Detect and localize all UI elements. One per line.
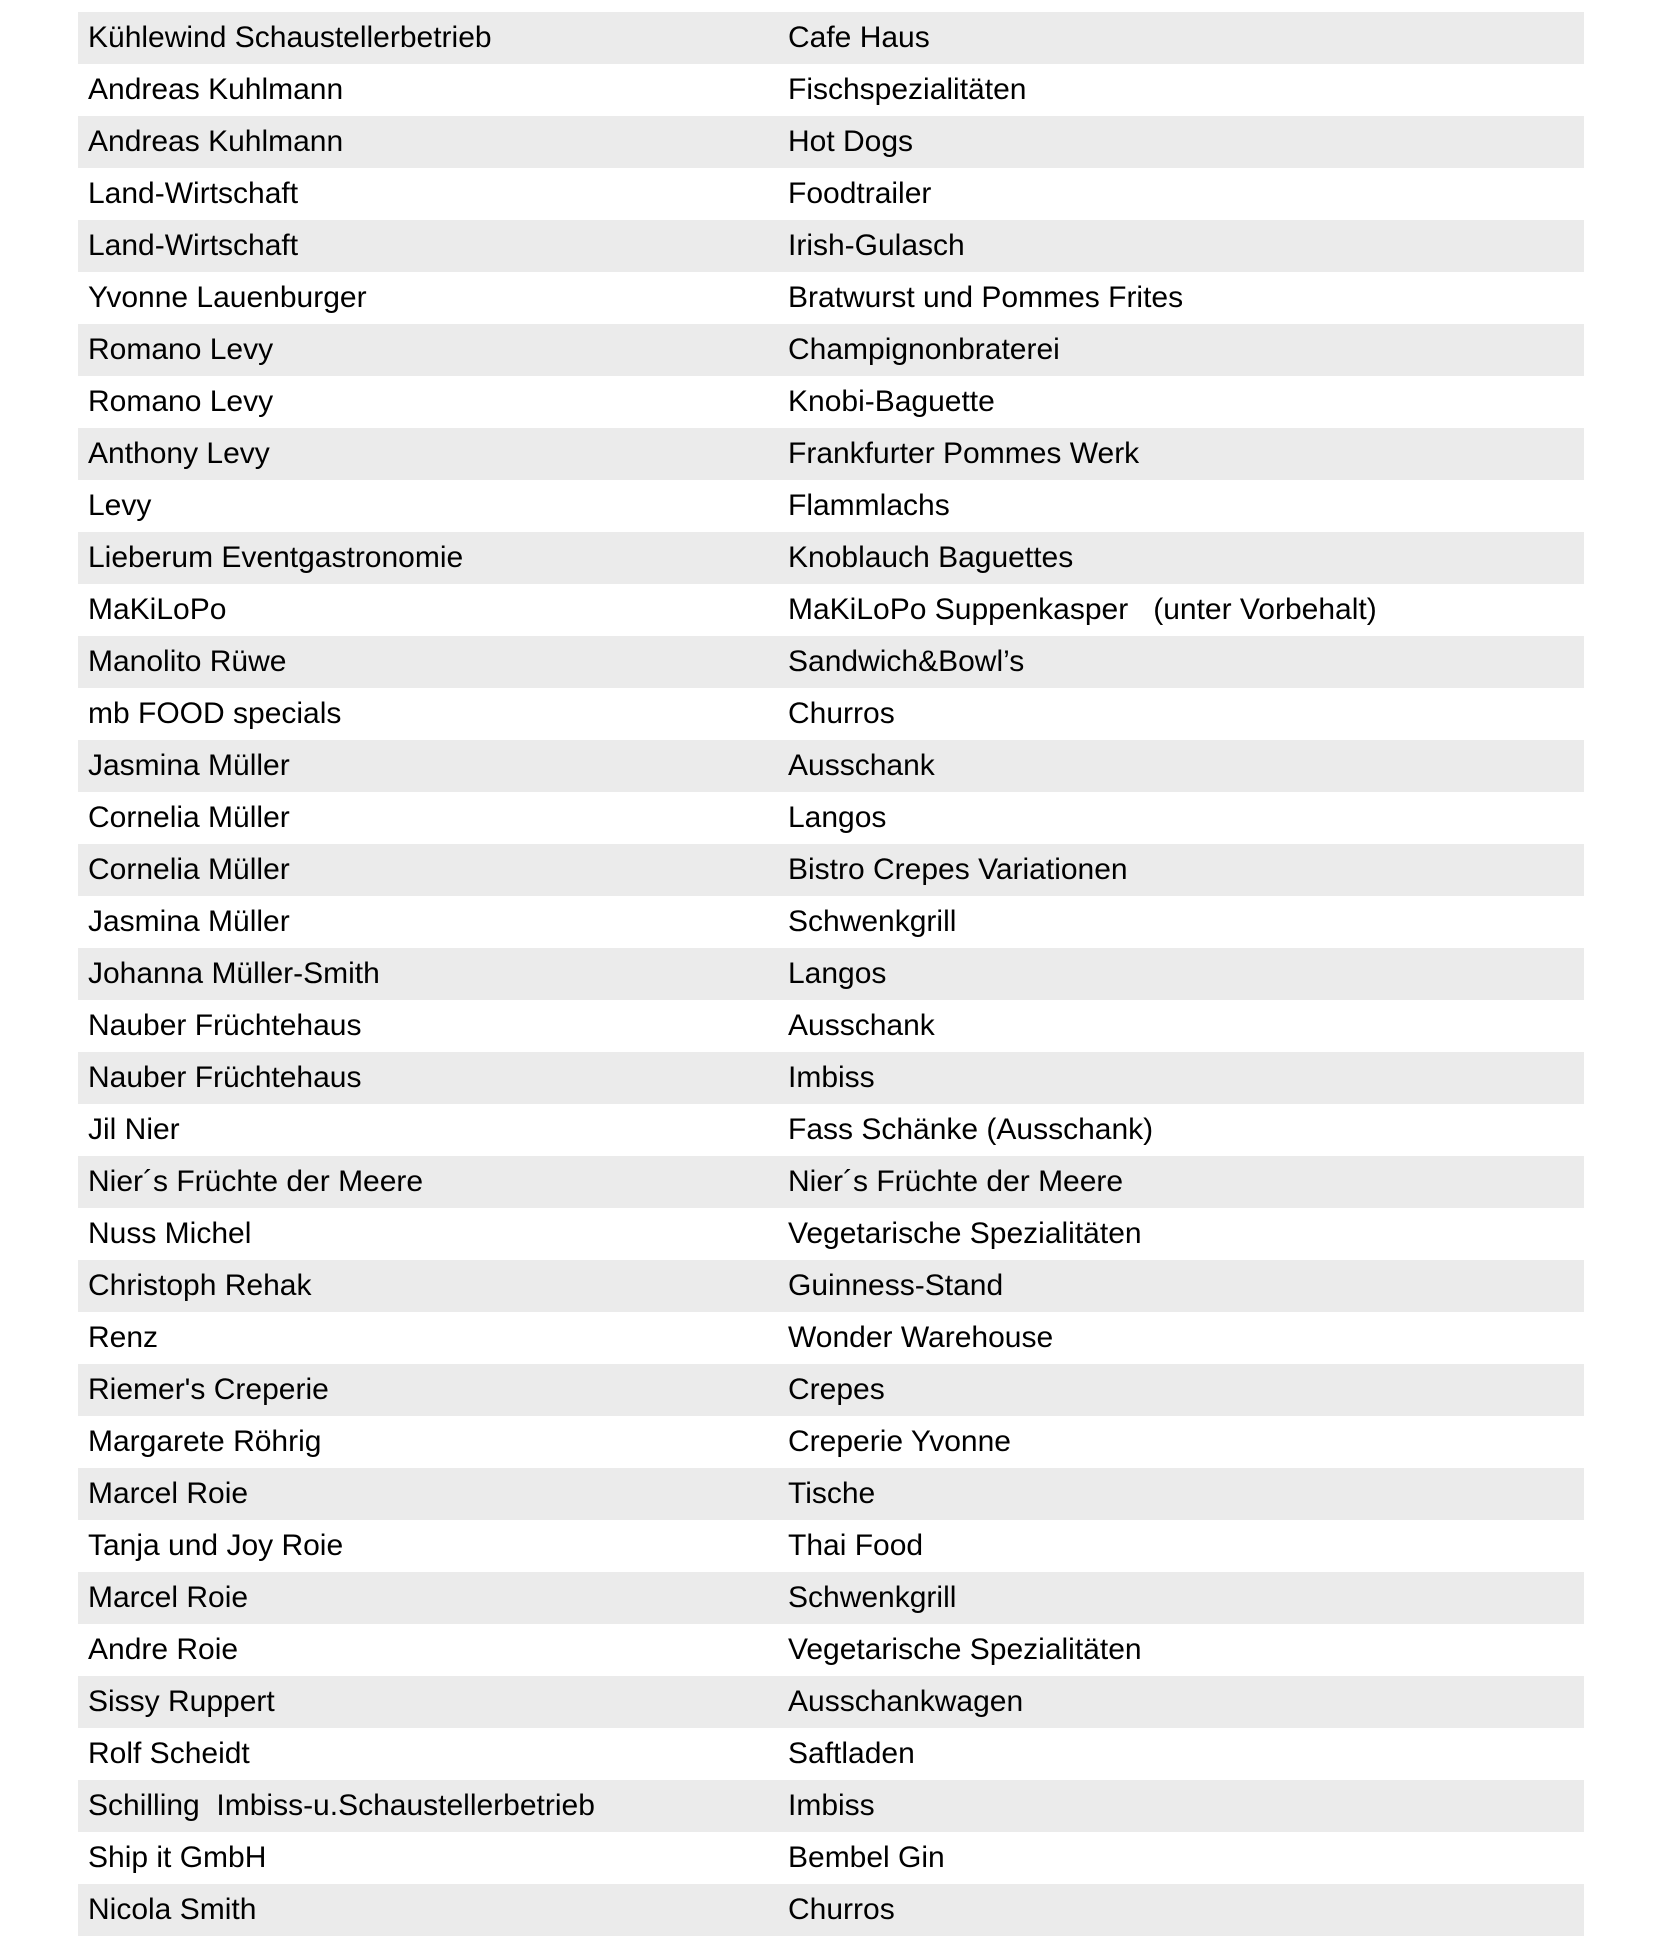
table-row	[78, 1832, 1584, 1884]
table-row	[78, 1156, 1584, 1208]
table-row	[78, 1312, 1584, 1364]
stand-name-cell: Churros	[788, 697, 895, 730]
table-row	[78, 896, 1584, 948]
exhibitor-name-cell: Margarete Röhrig	[88, 1425, 322, 1458]
table-row	[78, 1208, 1584, 1260]
table-row	[78, 116, 1584, 168]
stand-name-cell: Hot Dogs	[788, 125, 914, 158]
stand-name-cell: Bembel Gin	[788, 1841, 945, 1874]
stand-name-cell: Tische	[788, 1477, 876, 1510]
exhibitor-name-cell: Jasmina Müller	[88, 905, 290, 938]
exhibitor-name-cell: Nicola Smith	[88, 1893, 257, 1926]
table-row	[78, 532, 1584, 584]
table-row	[78, 1260, 1584, 1312]
table-row	[78, 324, 1584, 376]
exhibitor-name-cell: mb FOOD specials	[88, 697, 342, 730]
stand-name-cell: Guinness-Stand	[788, 1269, 1004, 1302]
table-row	[78, 844, 1584, 896]
exhibitor-name-cell: Land-Wirtschaft	[88, 177, 299, 210]
exhibitor-name-cell: Jil Nier	[88, 1113, 180, 1146]
stand-name-cell: Bratwurst und Pommes Frites	[788, 281, 1184, 314]
stand-name-cell: Cafe Haus	[788, 21, 930, 54]
exhibitor-name-cell: Andreas Kuhlmann	[88, 73, 344, 106]
exhibitor-name-cell: Anthony Levy	[88, 437, 270, 470]
table-row	[78, 1572, 1584, 1624]
exhibitor-name-cell: Nauber Früchtehaus	[88, 1009, 362, 1042]
stand-name-cell: Saftladen	[788, 1737, 915, 1770]
exhibitor-name-cell: Tanja und Joy Roie	[88, 1529, 344, 1562]
table-row	[78, 376, 1584, 428]
table-row	[78, 948, 1584, 1000]
exhibitor-name-cell: Cornelia Müller	[88, 853, 290, 886]
table-row	[78, 480, 1584, 532]
exhibitor-name-cell: Land-Wirtschaft	[88, 229, 299, 262]
exhibitor-name-cell: Marcel Roie	[88, 1477, 249, 1510]
exhibitor-name-cell: Levy	[88, 489, 152, 522]
table-row	[78, 1468, 1584, 1520]
table-row	[78, 636, 1584, 688]
table-row	[78, 272, 1584, 324]
exhibitor-name-cell: Nauber Früchtehaus	[88, 1061, 362, 1094]
table-row	[78, 168, 1584, 220]
stand-name-cell: Vegetarische Spezialitäten	[788, 1633, 1142, 1666]
stand-name-cell: Knoblauch Baguettes	[788, 541, 1074, 574]
table-row	[78, 1052, 1584, 1104]
exhibitor-name-cell: Manolito Rüwe	[88, 645, 287, 678]
stand-name-cell: MaKiLoPo Suppenkasper (unter Vorbehalt)	[788, 593, 1377, 626]
table-row	[78, 1884, 1584, 1936]
stand-name-cell: Crepes	[788, 1373, 885, 1406]
table-row	[78, 1728, 1584, 1780]
stand-name-cell: Churros	[788, 1893, 895, 1926]
exhibitor-name-cell: Andreas Kuhlmann	[88, 125, 344, 158]
table-row	[78, 1624, 1584, 1676]
stand-name-cell: Frankfurter Pommes Werk	[788, 437, 1140, 470]
table-row	[78, 1364, 1584, 1416]
exhibitor-name-cell: Cornelia Müller	[88, 801, 290, 834]
stand-name-cell: Wonder Warehouse	[788, 1321, 1054, 1354]
exhibitor-name-cell: Renz	[88, 1321, 159, 1354]
table-row	[78, 1780, 1584, 1832]
exhibitor-name-cell: Nuss Michel	[88, 1217, 252, 1250]
stand-name-cell: Thai Food	[788, 1529, 924, 1562]
exhibitor-name-cell: Schilling Imbiss-u.Schaustellerbetrieb	[88, 1789, 595, 1822]
stand-name-cell: Foodtrailer	[788, 177, 932, 210]
table-row	[78, 740, 1584, 792]
exhibitor-name-cell: Andre Roie	[88, 1633, 239, 1666]
stand-name-cell: Langos	[788, 801, 887, 834]
stand-name-cell: Fischspezialitäten	[788, 73, 1027, 106]
table-row	[78, 1520, 1584, 1572]
table-row	[78, 220, 1584, 272]
stand-name-cell: Creperie Yvonne	[788, 1425, 1011, 1458]
exhibitor-name-cell: MaKiLoPo	[88, 593, 227, 626]
table-row	[78, 428, 1584, 480]
stand-name-cell: Knobi-Baguette	[788, 385, 995, 418]
stand-name-cell: Irish-Gulasch	[788, 229, 965, 262]
exhibitor-stand-table	[78, 12, 1584, 1936]
stand-name-cell: Imbiss	[788, 1789, 875, 1822]
stand-name-cell: Nier´s Früchte der Meere	[788, 1165, 1124, 1198]
exhibitor-name-cell: Yvonne Lauenburger	[88, 281, 367, 314]
stand-name-cell: Ausschankwagen	[788, 1685, 1024, 1718]
stand-name-cell: Bistro Crepes Variationen	[788, 853, 1128, 886]
table-row	[78, 584, 1584, 636]
exhibitor-name-cell: Rolf Scheidt	[88, 1737, 250, 1770]
stand-name-cell: Champignonbraterei	[788, 333, 1060, 366]
table-row	[78, 792, 1584, 844]
exhibitor-name-cell: Ship it GmbH	[88, 1841, 267, 1874]
exhibitor-name-cell: Christoph Rehak	[88, 1269, 312, 1302]
stand-name-cell: Sandwich&Bowl’s	[788, 645, 1025, 678]
stand-name-cell: Ausschank	[788, 749, 935, 782]
table-row	[78, 1000, 1584, 1052]
table-row	[78, 1104, 1584, 1156]
stand-name-cell: Flammlachs	[788, 489, 950, 522]
table-row	[78, 1676, 1584, 1728]
table-row	[78, 12, 1584, 64]
table-row	[78, 64, 1584, 116]
stand-name-cell: Vegetarische Spezialitäten	[788, 1217, 1142, 1250]
exhibitor-name-cell: Lieberum Eventgastronomie	[88, 541, 464, 574]
stand-name-cell: Ausschank	[788, 1009, 935, 1042]
exhibitor-name-cell: Romano Levy	[88, 385, 274, 418]
exhibitor-name-cell: Johanna Müller-Smith	[88, 957, 380, 990]
stand-name-cell: Langos	[788, 957, 887, 990]
exhibitor-name-cell: Romano Levy	[88, 333, 274, 366]
exhibitor-name-cell: Sissy Ruppert	[88, 1685, 275, 1718]
exhibitor-name-cell: Jasmina Müller	[88, 749, 290, 782]
exhibitor-name-cell: Nier´s Früchte der Meere	[88, 1165, 424, 1198]
exhibitor-name-cell: Marcel Roie	[88, 1581, 249, 1614]
table-row	[78, 688, 1584, 740]
stand-name-cell: Schwenkgrill	[788, 905, 957, 938]
stand-name-cell: Schwenkgrill	[788, 1581, 957, 1614]
exhibitor-name-cell: Kühlewind Schaustellerbetrieb	[88, 21, 492, 54]
table-row	[78, 1416, 1584, 1468]
exhibitor-name-cell: Riemer's Creperie	[88, 1373, 329, 1406]
stand-name-cell: Fass Schänke (Ausschank)	[788, 1113, 1154, 1146]
stand-name-cell: Imbiss	[788, 1061, 875, 1094]
